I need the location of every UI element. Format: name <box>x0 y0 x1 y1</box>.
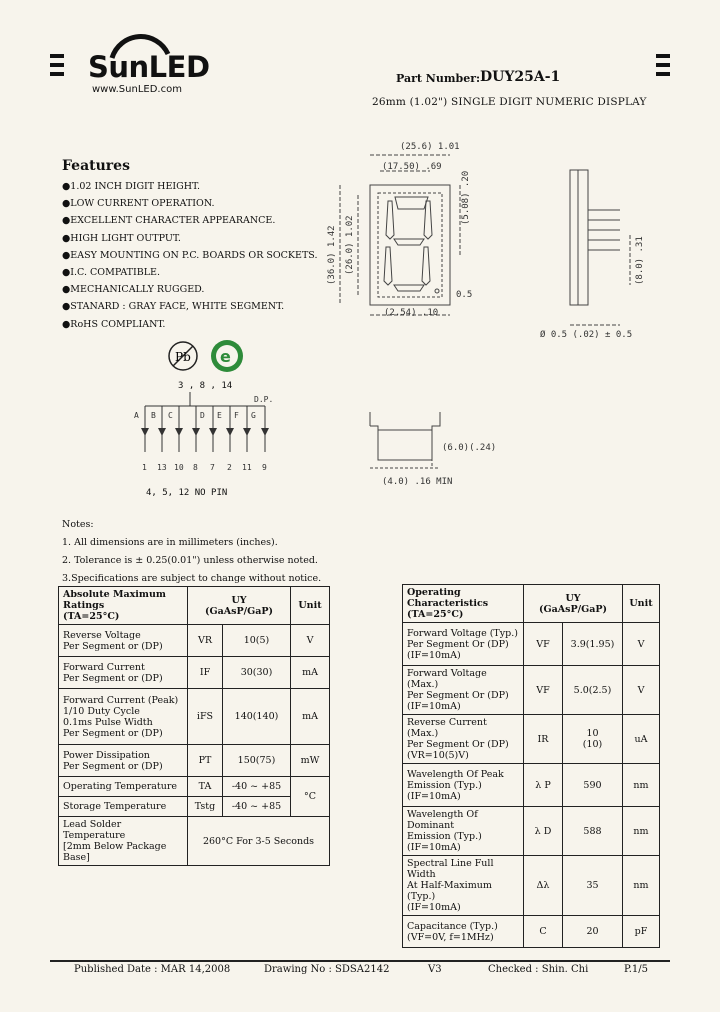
dim-top-width: (25.6) 1.01 <box>400 142 460 152</box>
footer-divider <box>50 960 670 962</box>
absolute-max-ratings-table <box>58 586 330 866</box>
feature-item: ●HIGH LIGHT OUTPUT. <box>62 232 181 244</box>
e-badge-text: e <box>220 347 231 366</box>
abs-header-title: Absolute Maximum Ratings (TA=25°C) <box>59 587 188 625</box>
circuit-diagram <box>130 392 280 482</box>
feature-item: ●MECHANICALLY RUGGED. <box>62 284 205 296</box>
feature-item: ●I.C. COMPATIBLE. <box>62 266 161 278</box>
features-title: Features <box>62 158 130 174</box>
feature-item: ●EASY MOUNTING ON P.C. BOARDS OR SOCKETS. <box>62 249 318 261</box>
table-row: Spectral Line Full Width At Half-Maximum (Typ.) (IF=10mA) Δλ 35 nm <box>403 856 660 916</box>
op-header-unit: Unit <box>623 585 660 623</box>
footer-checked: Checked : Shin. Chi <box>488 964 589 975</box>
pin-number: 9 <box>262 463 267 472</box>
feature-item: ●RoHS COMPLIANT. <box>62 318 166 330</box>
dim-dp: 0.5 <box>456 290 473 300</box>
dimension-drawing <box>320 135 665 345</box>
page-subtitle: 26mm (1.02") SINGLE DIGIT NUMERIC DISPLAY <box>372 96 647 108</box>
segment-label: A <box>134 411 139 420</box>
table-row: Forward Voltage (Max.) Per Segment Or (DP) (IF=10mA) VF 5.0(2.5) V <box>403 666 660 715</box>
table-row: Capacitance (Typ.) (VF=0V, f=1MHz) C 20 pF <box>403 916 660 948</box>
circuit-bottom-label: 4, 5, 12 NO PIN <box>146 488 228 498</box>
segment-label: F <box>234 411 239 420</box>
pin-number: 11 <box>242 463 252 472</box>
abs-header-unit: Unit <box>291 587 330 625</box>
table-row: Forward Current (Peak) 1/10 Duty Cycle 0.1ms Pulse Width Per Segment or (DP) iFS 140(140) mA <box>59 689 330 745</box>
dim-bottom-min: (4.0) .16 MIN <box>382 477 453 487</box>
feature-item: ●EXCELLENT CHARACTER APPEARANCE. <box>62 215 276 227</box>
brand-logo: SunLED <box>88 50 210 84</box>
table-row: Reverse Current (Max.) Per Segment Or (DP) (VR=10(5)V) IR 10 (10) uA <box>403 715 660 764</box>
pin-number: 2 <box>227 463 232 472</box>
notes-title: Notes: <box>62 519 94 530</box>
operating-characteristics-table <box>402 584 660 948</box>
segment-label: E <box>217 411 222 420</box>
feature-item: ●1.02 INCH DIGIT HEIGHT. <box>62 181 200 192</box>
dim-height-inner: (26.0) 1.02 <box>345 215 355 275</box>
feature-item: ●LOW CURRENT OPERATION. <box>62 198 215 210</box>
notes-block <box>62 516 321 588</box>
brand-url[interactable]: www.SunLED.com <box>92 84 182 95</box>
dim-pin-spacing: (5.08) .20 <box>461 170 471 225</box>
segment-label: G <box>251 411 256 420</box>
left-bar-marks <box>50 54 64 81</box>
pin-number: 7 <box>210 463 215 472</box>
table-row: Power Dissipation Per Segment or (DP) PT 150(75) mW <box>59 745 330 777</box>
pin-number: 10 <box>174 463 184 472</box>
table-row: Wavelength Of Dominant Emission (Typ.) (IF=10mA) λ D 588 nm <box>403 807 660 856</box>
pin-number: 1 <box>142 463 147 472</box>
table-row: Lead Solder Temperature [2mm Below Package Base] 260°C For 3-5 Seconds <box>59 817 330 866</box>
table-row: Storage Temperature Tstg -40 ~ +85 <box>59 797 330 817</box>
table-row: Operating Temperature TA -40 ~ +85 °C <box>59 777 330 797</box>
dim-height-outer: (36.0) 1.42 <box>327 225 337 285</box>
table-row: Wavelength Of Peak Emission (Typ.) (IF=10mA) λ P 590 nm <box>403 764 660 807</box>
note-item: 3.Specifications are subject to change without notice. <box>62 573 322 584</box>
footer-drawing: Drawing No : SDSA2142 <box>264 964 390 975</box>
feature-item: ●STANARD : GRAY FACE, WHITE SEGMENT. <box>62 301 285 313</box>
segment-label: B <box>151 411 156 420</box>
dim-inner-width: (17.50) .69 <box>382 162 442 172</box>
table-row: Forward Current Per Segment or (DP) IF 30(30) mA <box>59 657 330 689</box>
note-item: 1. All dimensions are in millimeters (inches). <box>62 537 278 548</box>
op-header-title: Operating Characteristics (TA=25°C) <box>403 585 524 623</box>
compliance-badges <box>165 338 255 378</box>
bottom-view-drawing <box>360 408 510 493</box>
pin-number: 8 <box>193 463 198 472</box>
table-row: Forward Voltage (Typ.) Per Segment Or (DP) (IF=10mA) VF 3.9(1.95) V <box>403 623 660 666</box>
table-row: Reverse Voltage Per Segment or (DP) VR 10(5) V <box>59 625 330 657</box>
right-bar-marks <box>656 54 670 81</box>
pb-badge-text: Pb <box>175 350 191 364</box>
circuit-top-pins: 3 , 8 , 14 <box>178 381 233 391</box>
note-item: 2. Tolerance is ± 0.25(0.01") unless otherwise noted. <box>62 555 318 566</box>
segment-label: D <box>200 411 205 420</box>
dim-pins-note: Ø 0.5 (.02) ± 0.5 <box>540 330 633 340</box>
pin-number: 13 <box>157 463 167 472</box>
footer-published: Published Date : MAR 14,2008 <box>74 964 231 975</box>
segment-label: D.P. <box>254 395 274 404</box>
footer-version: V3 <box>428 964 442 975</box>
part-number-label: Part Number: <box>396 72 481 85</box>
dim-side-depth: (6.0)(.24) <box>442 443 497 453</box>
op-header-model: UY (GaAsP/GaP) <box>524 585 623 623</box>
part-number: DUY25A-1 <box>480 69 561 85</box>
footer-page: P.1/5 <box>624 964 648 975</box>
dim-bottom-width: (2.54) .10 <box>384 308 439 318</box>
features-list <box>62 178 318 333</box>
abs-header-model: UY (GaAsP/GaP) <box>188 587 291 625</box>
dim-right-height: (8.0) .31 <box>635 236 645 285</box>
segment-label: C <box>168 411 173 420</box>
